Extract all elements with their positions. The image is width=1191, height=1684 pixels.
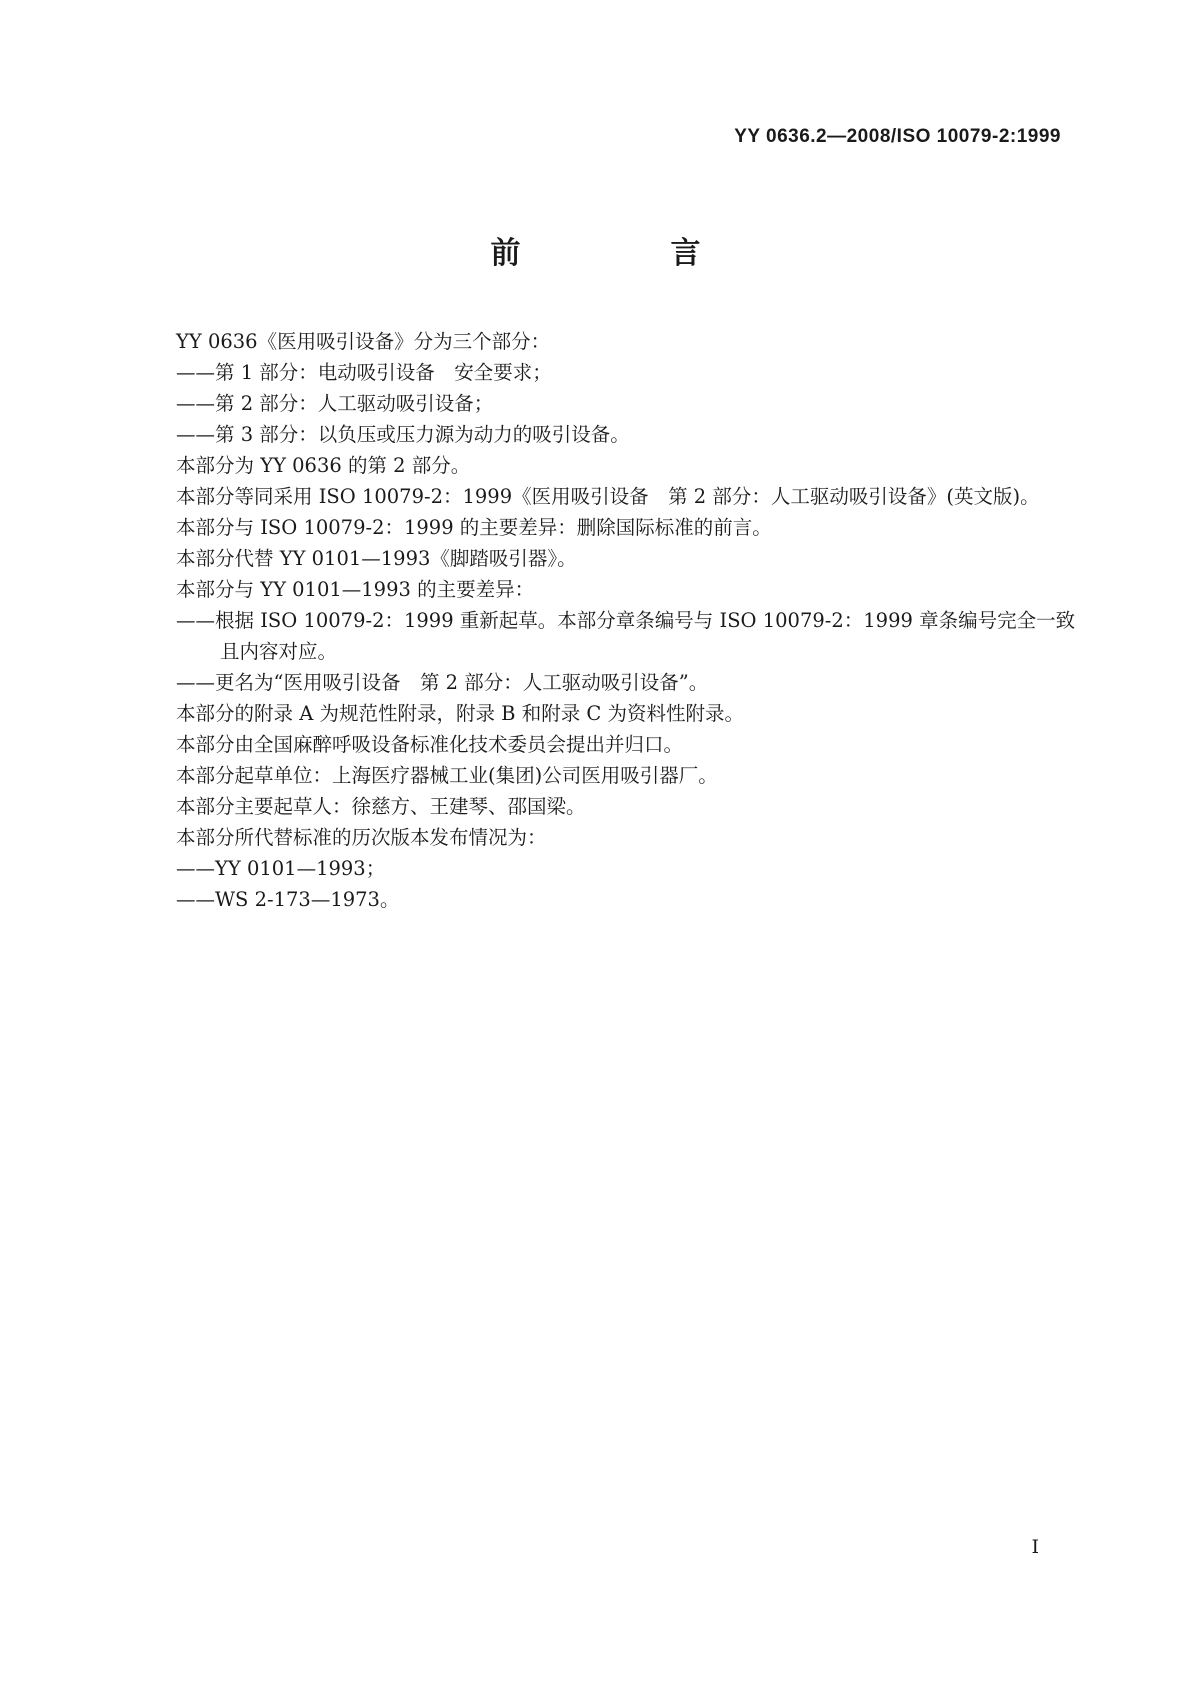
foreword-line: 本部分与 ISO 10079-2：1999 的主要差异：删除国际标准的前言。 [176, 516, 772, 539]
foreword-line: ——第 1 部分：电动吸引设备 安全要求； [176, 361, 552, 384]
page-title: 前 言 [490, 236, 761, 271]
foreword-line: 本部分为 YY 0636 的第 2 部分。 [176, 454, 471, 477]
foreword-line: ——根据 ISO 10079-2：1999 重新起草。本部分章条编号与 ISO 10079-2：1999 章条编号完全一致 [176, 609, 1076, 632]
foreword-line: 本部分所代替标准的历次版本发布情况为： [176, 826, 547, 849]
foreword-line: 本部分主要起草人：徐慈方、王建琴、邵国梁。 [176, 795, 586, 818]
foreword-line: 本部分起草单位：上海医疗器械工业(集团)公司医用吸引器厂。 [176, 764, 718, 787]
foreword-line: ——第 2 部分：人工驱动吸引设备； [176, 392, 494, 415]
foreword-line: 本部分由全国麻醉呼吸设备标准化技术委员会提出并归口。 [176, 733, 684, 756]
foreword-body [176, 326, 1076, 915]
foreword-line: ——WS 2-173—1973。 [176, 888, 400, 911]
foreword-line: ——第 3 部分：以负压或压力源为动力的吸引设备。 [176, 423, 630, 446]
foreword-line: 本部分的附录 A 为规范性附录，附录 B 和附录 C 为资料性附录。 [176, 702, 745, 725]
foreword-line: 本部分代替 YY 0101—1993《脚踏吸引器》。 [176, 547, 577, 570]
foreword-line: 本部分与 YY 0101—1993 的主要差异： [176, 578, 535, 601]
foreword-line: ——YY 0101—1993； [176, 857, 386, 880]
foreword-line-continuation: 且内容对应。 [220, 640, 338, 663]
foreword-line: YY 0636《医用吸引设备》分为三个部分： [176, 330, 551, 353]
standard-code-header: YY 0636.2—2008/ISO 10079-2:1999 [734, 126, 1061, 147]
foreword-line: 本部分等同采用 ISO 10079-2：1999《医用吸引设备 第 2 部分：人工驱动吸引设备》(英文版)。 [176, 485, 1040, 508]
foreword-line: ——更名为“医用吸引设备 第 2 部分：人工驱动吸引设备”。 [176, 671, 709, 694]
page-number: I [1031, 1536, 1039, 1558]
